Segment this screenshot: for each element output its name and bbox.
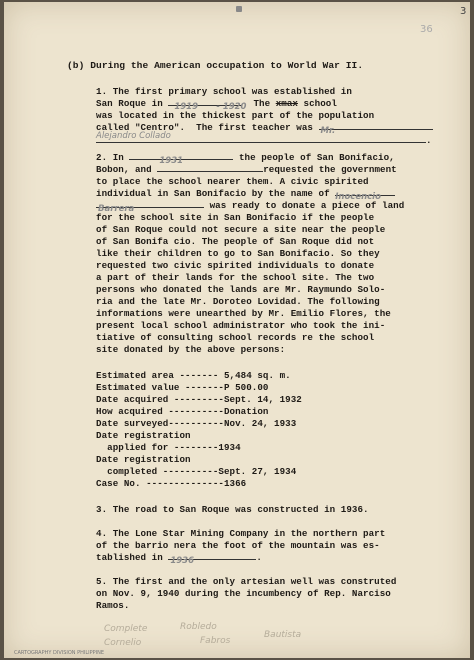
footer-print: CARTOGRAPHY DIVISION PHILIPPINE <box>14 650 105 656</box>
item2-line2: Bobon, and requested the government <box>96 164 397 175</box>
item2-line5: Barrera was ready to donate a piece of land <box>98 200 405 214</box>
corner-number: 3 <box>460 6 467 17</box>
item2-line3: to place the school nearer them. A civic spirited <box>96 176 369 187</box>
pencil-note: Bautista <box>264 630 302 640</box>
page-number-pencil: 36 <box>420 24 433 35</box>
pencil-note: Fabros <box>200 636 231 646</box>
binder-clip <box>236 6 242 12</box>
item2-line1: 2. In 1931 the people of San Bonifacio, <box>96 152 395 166</box>
item5-line3: Ramos. <box>96 600 130 611</box>
year-handwritten: 1919 <box>174 102 198 112</box>
item2-line16: tiative of consulting school records re the school <box>96 332 375 343</box>
item2-line12: persons who donated the lands are Mr. Raymundo Solo- <box>96 284 386 295</box>
item5-line1: 5. The first and the only artesian well was construted <box>96 576 397 587</box>
item1-line2: San Roque in 1919 - 1920 . The xmax school <box>96 98 337 112</box>
record-applied-for: applied for --------1934 <box>96 442 241 453</box>
item2-line11: a part of their lands for the school site. The two <box>96 272 375 283</box>
pencil-note: Robledo <box>180 622 217 632</box>
record-case-no: Case No. --------------1366 <box>96 478 247 489</box>
section-heading: (b) During the American occupation to World War II. <box>67 60 364 71</box>
item2-line13: ria and the late Mr. Doroteo Lovidad. The following <box>96 296 380 307</box>
item5-line2: on Nov. 9, 1940 during the incumbency of Rep. Narciso <box>96 588 391 599</box>
item2-line6: for the school site in San Bonifacio if the people <box>96 212 375 223</box>
document-page <box>4 2 470 658</box>
item2-line15: present local school administrator who took the ini- <box>96 320 386 331</box>
record-date-surveyed: Date surveyed----------Nov. 24, 1933 <box>96 418 297 429</box>
pencil-note: Complete <box>104 624 148 634</box>
item1-line3: was located in the thickest part of the population <box>96 110 375 121</box>
item4-line3: tablished in 1936 . <box>96 552 262 566</box>
record-estimated-area: Estimated area ------- 5,484 sq. m. <box>96 370 291 381</box>
item2-line7: of San Roque could not secure a site near the people <box>96 224 386 235</box>
item2-line14: informations were unearthed by Mr. Emilio Flores, the <box>96 308 391 319</box>
teacher-name-handwritten: Alejandro Collado <box>96 131 171 141</box>
item1-line5: Alejandro Collado . <box>96 131 432 146</box>
item2-line17: site donated by the above persons: <box>96 344 286 355</box>
item2-line10: requested two civic spirited individuals to donate <box>96 260 375 271</box>
item1-line4: called "Centro". The first teacher was Mr. <box>96 122 433 133</box>
item4-line2: of the barrio nera the foot of the mountain was es- <box>96 540 380 551</box>
item2-line9: like their children to go to San Bonifacio. So they <box>96 248 380 259</box>
record-registration-label-2: Date registration <box>96 454 191 465</box>
item2-line8: of San Bonifa cio. The people of San Roque did not <box>96 236 375 247</box>
record-how-acquired: How acquired ----------Donation <box>96 406 269 417</box>
item2-line4: individual in San Bonifacio by the name of Inocencio <box>96 188 395 199</box>
item3-text: 3. The road to San Roque was constructed in 1936. <box>96 504 369 515</box>
record-estimated-value: Estimated value -------P 500.00 <box>96 382 269 393</box>
item1-line1: 1. The first primary school was established in <box>96 86 352 97</box>
record-registration-label: Date registration <box>96 430 191 441</box>
pencil-note: Cornelio <box>104 638 142 648</box>
record-completed: completed ----------Sept. 27, 1934 <box>96 466 297 477</box>
item4-line1: 4. The Lone Star Mining Company in the northern part <box>96 528 386 539</box>
record-date-acquired: Date acquired ---------Sept. 14, 1932 <box>96 394 302 405</box>
